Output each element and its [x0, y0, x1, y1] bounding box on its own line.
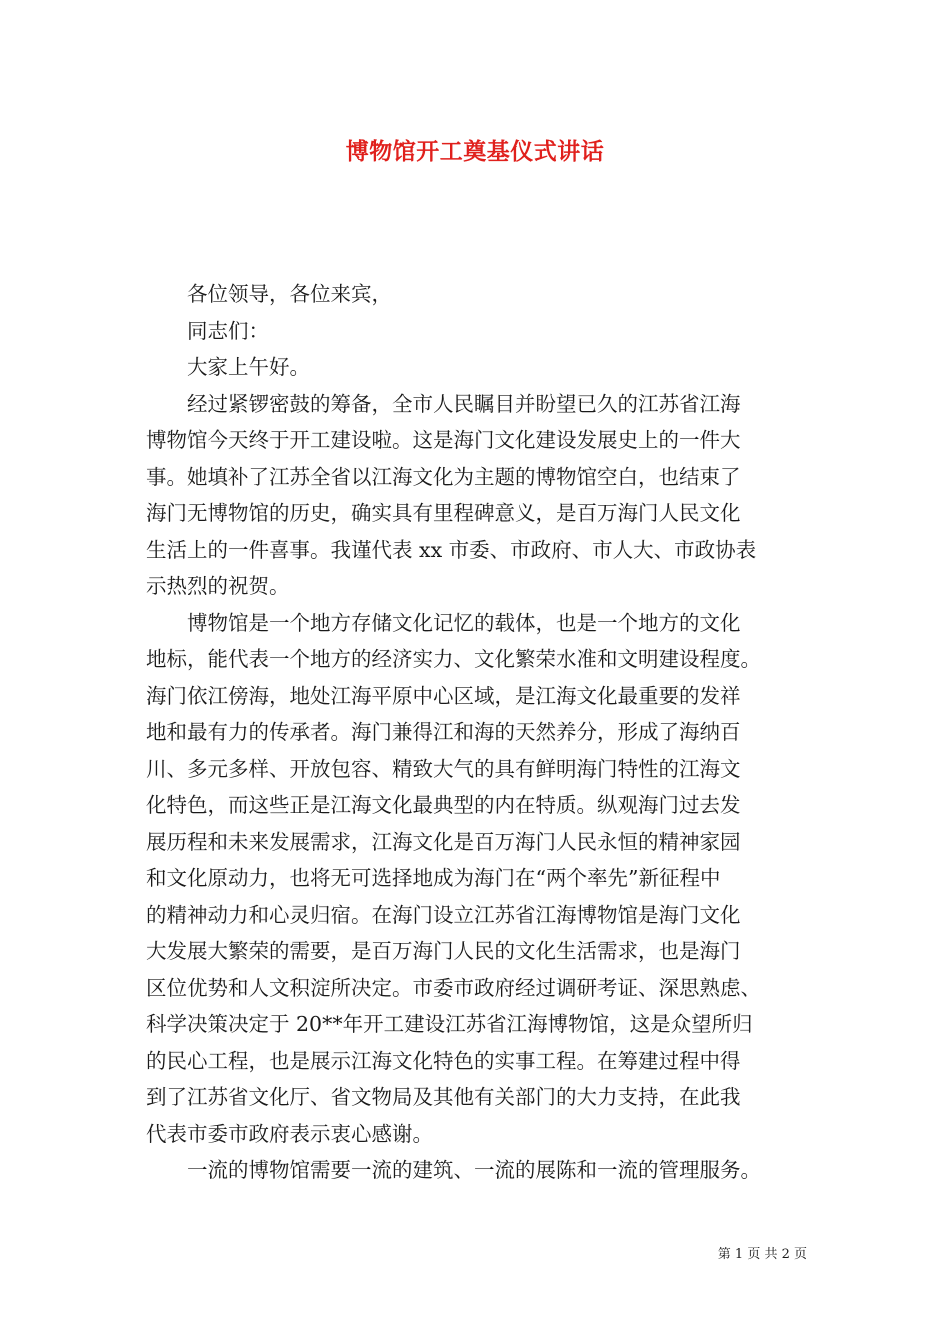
body-paragraph: 经过紧锣密鼓的筹备，全市人民瞩目并盼望已久的江苏省江海 博物馆今天终于开工建设啦。这是海门文化建设发展史上的一件大 事。她填补了江苏全省以江海文化为主题的博物馆空白，也结束了 海门无博物馆的历史，确实具有里程碑意义，是百万海门人民文化 生活上的一件喜事。我谨代表 xx 市委、市政府、市人大、市政协表 示热烈的祝贺。 — [146, 391, 757, 598]
page-number-footer: 第 1 页 共 2 页 — [717, 1247, 807, 1262]
body-paragraph: 博物馆是一个地方存储文化记忆的载体，也是一个地方的文化 地标，能代表一个地方的经济实力、文化繁荣水准和文明建设程度。 海门依江傍海，地处江海平原中心区域，是江海文化最重要的发祥 地和最有力的传承者。海门兼得江和海的天然养分，形成了海纳百 川、多元多样、开放包容、精致大气的具有鲜明海门特性的江海文 化特色，而这些正是江海文化最典型的内在特质。纵观海门过去发 展历程和未来发展需求，江海文化是百万海门人民永恒的精神家园 和文化原动力，也将无可选择地成为海门在“两个率先”新征程中 的精神动力和心灵归宿。在海门设立江苏省江海博物馆是海门文化 大发展大繁荣的需要，是百万海门人民的文化生活需求，也是海门 区位优势和人文积淀所决定。市委市政府经过调研考证、深思熟虑、 科学决策决定于 20**年开工建设江苏省江海博物馆，这是众望所归 的民心工程，也是展示江海文化特色的实事工程。在筹建过程中得 到了江苏省文化厅、省文物局及其他有关部门的大力支持，在此我 代表市委市政府表示衷心感谢。 — [146, 610, 761, 1146]
salutation-line: 同志们： — [187, 318, 269, 343]
salutation-line: 各位领导，各位来宾， — [187, 282, 392, 306]
document-title: 博物馆开工奠基仪式讲话 — [345, 138, 605, 165]
greeting-line: 大家上午好。 — [187, 355, 310, 379]
document-body — [146, 276, 822, 1189]
body-paragraph: 一流的博物馆需要一流的建筑、一流的展陈和一流的管理服务。 — [187, 1158, 761, 1182]
